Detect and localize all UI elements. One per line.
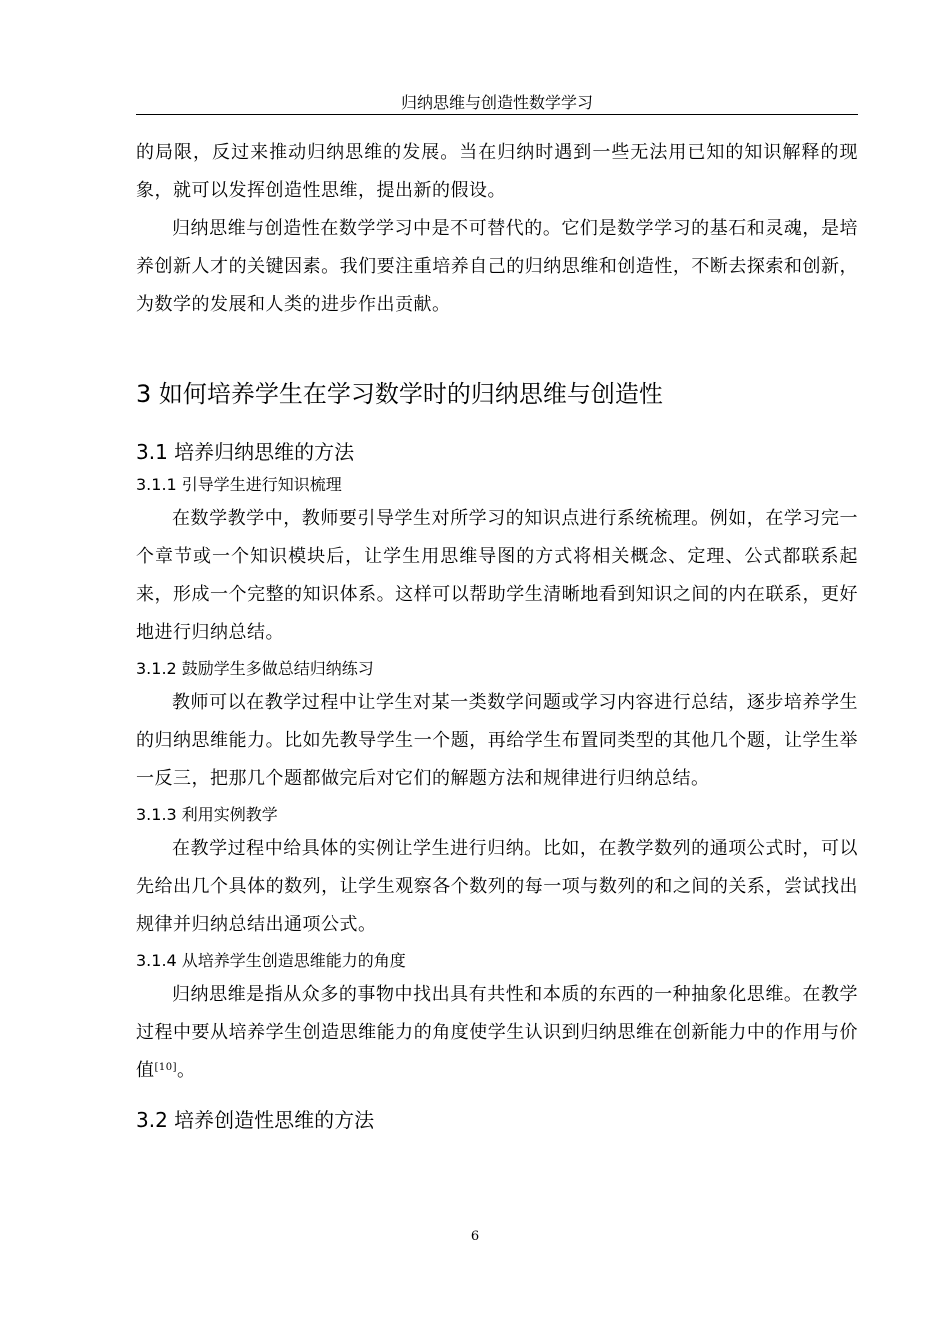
running-header: 归纳思维与创造性数学学习	[400, 93, 593, 112]
paragraph-3-1-3: 在教学过程中给具体的实例让学生进行归纳。比如，在教学数列的通项公式时，可以先给出几个具体的数列，让学生观察各个数列的每一项与数列的和之间的关系，尝试找出规律并归纳总结出通项公式。	[136, 838, 858, 935]
paragraph-3-1-4-text: 归纳思维是指从众多的事物中找出具有共性和本质的东西的一种抽象化思维。在教学过程中要从培养学生创造思维能力的角度使学生认识到归纳思维在创新能力中的作用与价值	[136, 984, 858, 1081]
subsection-heading-3-1-3: 3.1.3 利用实例教学	[136, 805, 278, 824]
subsection-heading-3-1-1: 3.1.1 引导学生进行知识梳理	[136, 475, 342, 494]
paragraph-3-1-4-end: 。	[177, 1060, 196, 1081]
section-heading-3-1: 3.1 培养归纳思维的方法	[136, 440, 355, 464]
paragraph-summary: 归纳思维与创造性在数学学习中是不可替代的。它们是数学学习的基石和灵魂，是培养创新人才的关键因素。我们要注重培养自己的归纳思维和创造性，不断去探索和创新，为数学的发展和人类的进步作出贡献。	[136, 218, 858, 315]
subsection-heading-3-1-4: 3.1.4 从培养学生创造思维能力的角度	[136, 951, 406, 970]
page-body	[136, 134, 858, 1136]
paragraph-3-1-1: 在数学教学中，教师要引导学生对所学习的知识点进行系统梳理。例如，在学习完一个章节或一个知识模块后，让学生用思维导图的方式将相关概念、定理、公式都联系起来，形成一个完整的知识体系。这样可以帮助学生清晰地看到知识之间的内在联系，更好地进行归纳总结。	[136, 508, 858, 643]
citation-reference: [10]	[154, 1062, 178, 1073]
header-divider	[136, 114, 858, 115]
paragraph-3-1-4	[136, 976, 858, 1090]
subsection-heading-3-1-2: 3.1.2 鼓励学生多做总结归纳练习	[136, 659, 374, 678]
paragraph-3-1-2: 教师可以在教学过程中让学生对某一类数学问题或学习内容进行总结，逐步培养学生的归纳思维能力。比如先教导学生一个题，再给学生布置同类型的其他几个题，让学生举一反三，把那几个题都做完后对它们的解题方法和规律进行归纳总结。	[136, 692, 858, 789]
page-number: 6	[470, 1229, 480, 1244]
chapter-heading: 3 如何培养学生在学习数学时的归纳思维与创造性	[136, 380, 663, 408]
section-heading-3-2: 3.2 培养创造性思维的方法	[136, 1108, 375, 1132]
paragraph-continuation: 的局限，反过来推动归纳思维的发展。当在归纳时遇到一些无法用已知的知识解释的现象，就可以发挥创造性思维，提出新的假设。	[136, 142, 858, 201]
